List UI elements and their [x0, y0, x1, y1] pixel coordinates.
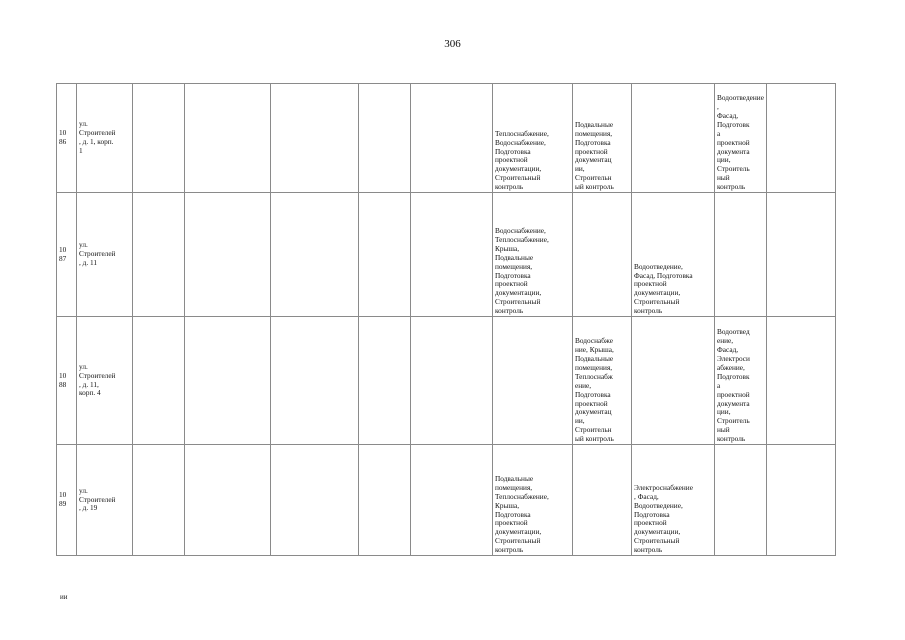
empty-cell [133, 84, 185, 193]
empty-cell [271, 317, 359, 445]
row-number: 10 87 [57, 193, 77, 317]
works-cell [715, 445, 767, 556]
footer-mark: ии [60, 593, 68, 601]
address-cell: ул. Строителей , д. 1, корп. 1 [77, 84, 133, 193]
empty-cell [185, 193, 271, 317]
empty-cell [411, 84, 493, 193]
works-cell: Водоотведение, Фасад, Подготовка проектной документации, Строительный контроль [632, 193, 715, 317]
empty-cell [185, 317, 271, 445]
works-cell: Электроснабжение , Фасад, Водоотведение, Подготовка проектной документации, Строительный контроль [632, 445, 715, 556]
empty-cell [271, 445, 359, 556]
works-cell: Подвальные помещения, Подготовка проектной документац ии, Строительн ый контроль [573, 84, 632, 193]
works-cell [573, 193, 632, 317]
empty-cell [411, 445, 493, 556]
empty-cell [185, 84, 271, 193]
empty-cell [411, 193, 493, 317]
empty-cell [411, 317, 493, 445]
empty-cell [359, 193, 411, 317]
empty-cell [767, 84, 836, 193]
works-cell: Водоснабжение, Теплоснабжение, Крыша, Подвальные помещения, Подготовка проектной документации, Строительный контроль [493, 193, 573, 317]
works-cell: Подвальные помещения, Теплоснабжение, Крыша, Подготовка проектной документации, Строительный контроль [493, 445, 573, 556]
table-row [57, 445, 836, 556]
empty-cell [271, 84, 359, 193]
works-cell [715, 193, 767, 317]
empty-cell [767, 193, 836, 317]
row-number: 10 88 [57, 317, 77, 445]
table-row [57, 84, 836, 193]
empty-cell [271, 193, 359, 317]
works-cell: Водоотвед ение, Фасад, Электроси абжение, Подготовк а проектной документа ции, Строитель ный контроль [715, 317, 767, 445]
works-cell [632, 317, 715, 445]
works-cell: Водоотведение, Фасад, Подготовк а проектной документа ции, Строитель ный контроль [715, 84, 767, 193]
works-cell [493, 317, 573, 445]
empty-cell [767, 445, 836, 556]
table-row [57, 193, 836, 317]
empty-cell [767, 317, 836, 445]
empty-cell [133, 317, 185, 445]
empty-cell [185, 445, 271, 556]
works-cell [573, 445, 632, 556]
table-row [57, 317, 836, 445]
page-number: 306 [444, 38, 461, 50]
works-cell: Теплоснабжение, Водоснабжение, Подготовка проектной документации, Строительный контроль [493, 84, 573, 193]
empty-cell [359, 317, 411, 445]
empty-cell [359, 84, 411, 193]
empty-cell [133, 193, 185, 317]
row-number: 10 86 [57, 84, 77, 193]
repair-schedule-table [56, 83, 836, 556]
empty-cell [359, 445, 411, 556]
works-cell [632, 84, 715, 193]
address-cell: ул. Строителей , д. 19 [77, 445, 133, 556]
row-number: 10 89 [57, 445, 77, 556]
empty-cell [133, 445, 185, 556]
address-cell: ул. Строителей , д. 11 [77, 193, 133, 317]
works-cell: Водоснабже ние, Крыша, Подвальные помещения, Теплоснабж ение, Подготовка проектной документац ии, Строительн ый контроль [573, 317, 632, 445]
address-cell: ул. Строителей , д. 11, корп. 4 [77, 317, 133, 445]
